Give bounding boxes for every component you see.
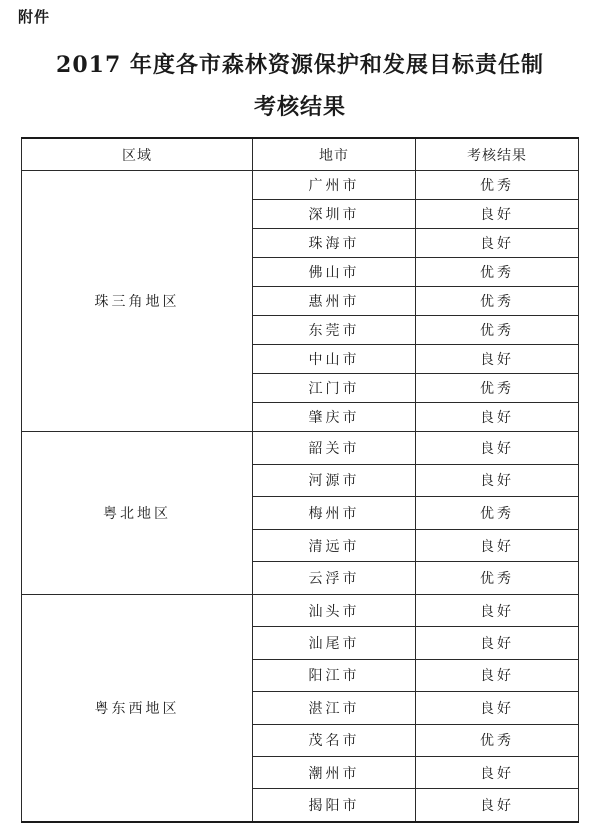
- result-cell: 优秀: [416, 258, 579, 287]
- region-cell: 珠三角地区: [22, 171, 253, 432]
- result-cell: 良好: [416, 229, 579, 258]
- result-cell: 优秀: [416, 171, 579, 200]
- table-row: [22, 171, 579, 200]
- attachment-label: 附件: [18, 8, 51, 26]
- city-cell: 清远市: [253, 529, 416, 562]
- city-cell: 深圳市: [253, 200, 416, 229]
- city-cell: 梅州市: [253, 497, 416, 530]
- result-cell: 良好: [416, 756, 579, 788]
- results-table: [21, 137, 579, 823]
- result-cell: 良好: [416, 432, 579, 465]
- city-cell: 广州市: [253, 171, 416, 200]
- city-cell: 汕尾市: [253, 627, 416, 659]
- city-cell: 湛江市: [253, 692, 416, 724]
- city-cell: 中山市: [253, 345, 416, 374]
- city-cell: 揭阳市: [253, 789, 416, 822]
- header-city: 地市: [253, 138, 416, 171]
- city-cell: 惠州市: [253, 287, 416, 316]
- result-cell: 良好: [416, 692, 579, 724]
- city-cell: 潮州市: [253, 756, 416, 788]
- city-cell: 河源市: [253, 464, 416, 497]
- result-cell: 良好: [416, 594, 579, 626]
- page-title: 2017 年度各市森林资源保护和发展目标责任制: [56, 52, 544, 78]
- city-cell: 韶关市: [253, 432, 416, 465]
- city-cell: 珠海市: [253, 229, 416, 258]
- result-cell: 优秀: [416, 497, 579, 530]
- city-cell: 云浮市: [253, 562, 416, 595]
- city-cell: 阳江市: [253, 659, 416, 691]
- result-cell: 良好: [416, 464, 579, 497]
- region-cell: 粤北地区: [22, 432, 253, 595]
- table-header-row: [22, 138, 579, 171]
- city-cell: 肇庆市: [253, 403, 416, 432]
- result-cell: 良好: [416, 789, 579, 822]
- city-cell: 江门市: [253, 374, 416, 403]
- city-cell: 东莞市: [253, 316, 416, 345]
- result-cell: 优秀: [416, 287, 579, 316]
- table-row: [22, 594, 579, 626]
- page-subtitle: 考核结果: [253, 94, 346, 120]
- result-cell: 良好: [416, 627, 579, 659]
- city-cell: 汕头市: [253, 594, 416, 626]
- result-cell: 优秀: [416, 724, 579, 756]
- result-cell: 优秀: [416, 374, 579, 403]
- result-cell: 良好: [416, 659, 579, 691]
- header-result: 考核结果: [416, 138, 579, 171]
- result-cell: 良好: [416, 200, 579, 229]
- city-cell: 佛山市: [253, 258, 416, 287]
- result-cell: 良好: [416, 345, 579, 374]
- table-row: [22, 432, 579, 465]
- result-cell: 优秀: [416, 316, 579, 345]
- result-cell: 良好: [416, 529, 579, 562]
- result-cell: 良好: [416, 403, 579, 432]
- result-cell: 优秀: [416, 562, 579, 595]
- header-region: 区域: [22, 138, 253, 171]
- region-cell: 粤东西地区: [22, 594, 253, 821]
- city-cell: 茂名市: [253, 724, 416, 756]
